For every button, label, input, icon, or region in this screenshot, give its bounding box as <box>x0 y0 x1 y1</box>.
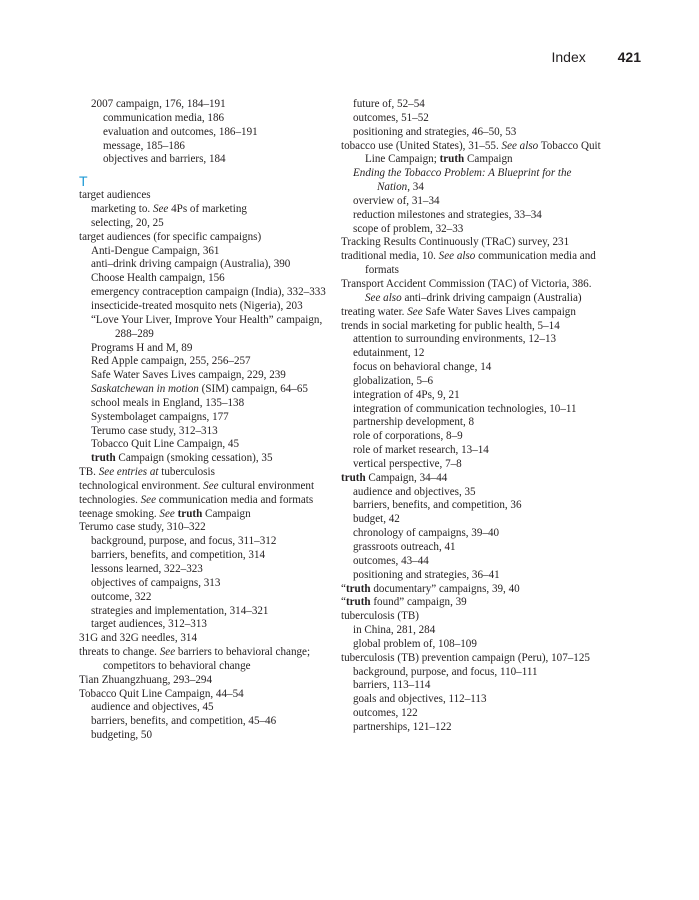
index-text: insecticide-treated mosquito nets (Nigeria), 203 <box>91 299 303 312</box>
index-text: TB. <box>79 466 99 479</box>
index-text: See entries at <box>98 466 159 479</box>
index-text: objectives of campaigns, 313 <box>91 576 221 589</box>
index-text: tuberculosis <box>158 466 215 479</box>
index-main-entry <box>341 596 601 610</box>
index-text: barriers, 113–114 <box>353 679 431 692</box>
index-text: vertical perspective, 7–8 <box>353 457 462 470</box>
index-text: Tobacco Quit Line Campaign, 44–54 <box>79 687 244 700</box>
index-subentry <box>79 153 339 167</box>
index-text: See <box>159 507 175 520</box>
index-text: See <box>407 305 423 318</box>
index-text: cultural environment <box>218 479 315 492</box>
index-text: truth <box>91 452 116 465</box>
index-text: “ <box>341 596 346 609</box>
index-subentry <box>79 452 339 466</box>
index-text: truth <box>177 507 203 520</box>
index-text: selecting, 20, 25 <box>91 216 164 229</box>
index-text: Campaign (smoking cessation), 35 <box>115 452 273 465</box>
index-subentry <box>341 541 601 555</box>
index-subentry <box>79 397 339 411</box>
index-text: reduction milestones and strategies, 33–34 <box>353 208 542 221</box>
index-text: T <box>79 173 88 190</box>
index-text: Campaign <box>464 153 513 166</box>
index-subentry <box>79 98 339 112</box>
index-text: See <box>140 493 157 506</box>
index-subentry <box>79 300 339 314</box>
index-text: treating water. <box>341 305 408 318</box>
index-main-entry <box>79 674 339 688</box>
index-text: partnerships, 121–122 <box>353 720 452 733</box>
index-text: See also <box>438 250 476 263</box>
index-main-entry <box>341 583 601 597</box>
index-subentry <box>79 438 339 452</box>
index-column-right <box>341 98 601 735</box>
index-text: See <box>152 203 169 216</box>
index-subentry <box>341 458 601 472</box>
index-text: Programs H and M, 89 <box>91 341 193 354</box>
index-subentry <box>341 430 601 444</box>
index-text: 2007 campaign, 176, 184–191 <box>91 98 226 110</box>
index-text: Tracking Results Continuously (TRaC) survey, 231 <box>341 236 570 249</box>
index-text: target audiences, 312–313 <box>91 618 207 631</box>
index-subentry <box>79 342 339 356</box>
index-text: barriers, benefits, and competition, 314 <box>91 549 266 562</box>
index-subentry <box>341 555 601 569</box>
index-text: role of market research, 13–14 <box>353 444 489 457</box>
index-text: outcome, 322 <box>91 590 152 603</box>
index-subentry <box>341 195 601 209</box>
index-subentry <box>79 286 339 300</box>
index-text: barriers to behavioral change; competitors to behavioral change <box>103 646 311 672</box>
index-text: Transport Accident Commission (TAC) of Victoria, 386. <box>341 277 592 290</box>
index-subentry <box>79 383 339 397</box>
index-text: Campaign, 34–44 <box>365 471 448 484</box>
index-text: technologies. <box>79 493 141 506</box>
index-text: future of, 52–54 <box>353 98 425 110</box>
index-text: Safe Water Saves Lives campaign <box>422 305 576 318</box>
index-main-entry <box>79 189 339 203</box>
index-text: in China, 281, 284 <box>353 624 436 637</box>
index-subentry <box>341 126 601 140</box>
index-subentry <box>341 333 601 347</box>
index-main-entry <box>341 652 601 666</box>
index-main-entry <box>79 632 339 646</box>
index-subentry <box>341 486 601 500</box>
index-text: budgeting, 50 <box>91 729 153 742</box>
index-text: See <box>159 646 176 659</box>
index-subentry <box>79 729 339 743</box>
index-text: audience and objectives, 45 <box>91 701 214 714</box>
index-main-entry <box>341 278 601 306</box>
index-subentry <box>79 549 339 563</box>
index-text: anti–drink driving campaign (Australia) <box>401 291 582 304</box>
index-subentry <box>79 425 339 439</box>
index-text: partnership development, 8 <box>353 416 475 429</box>
index-main-entry <box>341 140 601 168</box>
index-text: communication media and formats <box>365 250 596 277</box>
index-subentry <box>79 355 339 369</box>
index-text: “ <box>341 582 346 595</box>
index-subentry <box>341 638 601 652</box>
index-subentry <box>341 167 601 195</box>
index-text: background, purpose, and focus, 311–312 <box>91 535 277 548</box>
index-subentry <box>341 389 601 403</box>
index-text: chronology of campaigns, 39–40 <box>353 527 500 540</box>
index-subentry <box>79 411 339 425</box>
index-text: outcomes, 122 <box>353 707 418 720</box>
index-text: emergency contraception campaign (India), 332–333 <box>91 286 326 299</box>
index-subentry <box>79 577 339 591</box>
index-subentry <box>79 258 339 272</box>
index-text: attention to surrounding environments, 12–13 <box>353 333 557 346</box>
index-text: communication media, 186 <box>103 111 225 124</box>
index-text: threats to change. <box>79 646 160 659</box>
page-number: 421 <box>617 49 641 65</box>
index-text: Campaign <box>202 507 251 520</box>
index-subentry <box>341 693 601 707</box>
index-text: strategies and implementation, 314–321 <box>91 604 269 617</box>
index-text: Systembolaget campaigns, 177 <box>91 410 229 423</box>
index-main-entry <box>341 236 601 250</box>
index-subentry <box>341 375 601 389</box>
index-main-entry <box>341 320 601 334</box>
index-text: lessons learned, 322–323 <box>91 563 203 575</box>
index-text: barriers, benefits, and competition, 36 <box>353 499 522 512</box>
index-text: , 34 <box>407 181 424 194</box>
index-text: marketing to. <box>91 203 153 216</box>
index-text: integration of 4Ps, 9, 21 <box>353 388 460 401</box>
index-subentry <box>79 715 339 729</box>
index-subentry <box>79 140 339 154</box>
index-text: edutainment, 12 <box>353 347 425 360</box>
index-text: message, 185–186 <box>103 139 185 152</box>
index-text: tuberculosis (TB) prevention campaign (Peru), 107–125 <box>341 651 590 664</box>
index-text: communication media and formats <box>156 493 314 506</box>
index-subentry <box>79 272 339 286</box>
index-text: goals and objectives, 112–113 <box>353 693 487 706</box>
index-text: Safe Water Saves Lives campaign, 229, 239 <box>91 369 286 382</box>
index-text: outcomes, 51–52 <box>353 111 429 124</box>
index-subentry <box>341 209 601 223</box>
index-text: See also <box>365 291 402 304</box>
index-text: Tian Zhuangzhuang, 293–294 <box>79 673 213 686</box>
index-main-entry <box>79 688 339 702</box>
index-text: target audiences <box>79 189 151 202</box>
index-main-entry <box>79 480 339 494</box>
index-text: tuberculosis (TB) <box>341 610 419 623</box>
index-subentry <box>79 314 339 342</box>
index-text: outcomes, 43–44 <box>353 554 429 567</box>
index-subentry <box>79 701 339 715</box>
index-text: Anti-Dengue Campaign, 361 <box>91 244 220 257</box>
index-text: Choose Health campaign, 156 <box>91 272 225 285</box>
index-subentry <box>341 361 601 375</box>
index-subentry <box>79 563 339 577</box>
index-column-left <box>79 98 339 743</box>
index-text: positioning and strategies, 36–41 <box>353 568 500 581</box>
index-text: Ending the Tobacco Problem: A Blueprint for the Nation <box>353 167 572 194</box>
index-text: truth <box>439 153 465 166</box>
index-subentry <box>79 217 339 231</box>
index-subentry <box>341 624 601 638</box>
index-main-entry <box>341 250 601 278</box>
index-subentry <box>341 98 601 112</box>
index-text: positioning and strategies, 46–50, 53 <box>353 125 517 138</box>
index-subentry <box>341 347 601 361</box>
index-main-entry <box>79 231 339 245</box>
index-subentry <box>341 513 601 527</box>
index-subentry <box>341 721 601 735</box>
index-subentry <box>79 605 339 619</box>
index-subentry <box>341 707 601 721</box>
index-text: scope of problem, 32–33 <box>353 222 464 235</box>
index-subentry <box>79 126 339 140</box>
index-text: audience and objectives, 35 <box>353 485 476 498</box>
index-subentry <box>79 618 339 632</box>
index-text: Terumo case study, 310–322 <box>79 521 206 534</box>
index-text: “Love Your Liver, Improve Your Health” campaign, 288–289 <box>91 313 323 340</box>
index-subentry <box>79 535 339 549</box>
index-text: globalization, 5–6 <box>353 374 434 387</box>
section-title: Index <box>551 49 586 65</box>
index-text: budget, 42 <box>353 513 400 526</box>
index-subentry <box>341 416 601 430</box>
index-subentry <box>341 444 601 458</box>
index-text: Tobacco Quit Line Campaign; <box>365 139 601 166</box>
index-subentry <box>341 679 601 693</box>
index-text: role of corporations, 8–9 <box>353 430 463 443</box>
index-text: (SIM) campaign, 64–65 <box>198 383 308 396</box>
index-text: grassroots outreach, 41 <box>353 541 456 553</box>
index-text: 31G and 32G needles, 314 <box>79 632 198 645</box>
index-text: documentary” campaigns, 39, 40 <box>370 582 520 595</box>
index-subentry <box>79 591 339 605</box>
index-text: evaluation and outcomes, 186–191 <box>103 125 258 138</box>
index-text: See <box>203 479 219 492</box>
running-header <box>552 49 642 65</box>
index-subentry <box>79 203 339 217</box>
index-text: overview of, 31–34 <box>353 194 440 207</box>
index-main-entry <box>341 306 601 320</box>
index-text: truth <box>341 471 366 484</box>
index-subentry <box>79 245 339 259</box>
index-subentry <box>341 223 601 237</box>
index-main-entry <box>79 646 339 674</box>
index-text: truth <box>345 582 371 595</box>
index-text: See also <box>501 139 539 152</box>
index-text: Saskatchewan in motion <box>91 383 199 396</box>
index-text: 4Ps of marketing <box>168 203 247 216</box>
index-text: Terumo case study, 312–313 <box>91 424 218 437</box>
index-subentry <box>341 666 601 680</box>
index-text: tobacco use (United States), 31–55. <box>341 139 502 152</box>
index-subentry <box>79 369 339 383</box>
index-text: truth <box>345 596 371 609</box>
index-text: focus on behavioral change, 14 <box>353 361 492 374</box>
index-text: Red Apple campaign, 255, 256–257 <box>91 355 251 368</box>
index-subentry <box>79 112 339 126</box>
index-main-entry <box>79 508 339 522</box>
index-text: found” campaign, 39 <box>370 596 467 609</box>
index-text: global problem of, 108–109 <box>353 637 477 650</box>
index-text: Tobacco Quit Line Campaign, 45 <box>91 438 240 451</box>
index-subentry <box>341 403 601 417</box>
index-text: background, purpose, and focus, 110–111 <box>353 665 538 678</box>
index-text: trends in social marketing for public health, 5–14 <box>341 319 560 332</box>
index-text: barriers, benefits, and competition, 45–46 <box>91 715 277 728</box>
index-main-entry <box>341 472 601 486</box>
index-text: technological environment. <box>79 479 204 492</box>
index-subentry <box>341 112 601 126</box>
index-subentry <box>341 569 601 583</box>
index-subentry <box>341 527 601 541</box>
index-text: integration of communication technologies, 10–11 <box>353 402 577 415</box>
index-main-entry <box>79 521 339 535</box>
index-main-entry <box>341 610 601 624</box>
index-subentry <box>341 499 601 513</box>
index-text: anti–drink driving campaign (Australia), 390 <box>91 258 291 271</box>
index-text: target audiences (for specific campaigns) <box>79 230 262 243</box>
index-text: traditional media, 10. <box>341 250 439 263</box>
index-main-entry <box>79 494 339 508</box>
index-text: school meals in England, 135–138 <box>91 396 245 409</box>
index-text: objectives and barriers, 184 <box>103 153 226 166</box>
index-text: teenage smoking. <box>79 507 160 520</box>
index-main-entry <box>79 466 339 480</box>
index-section-letter <box>79 173 339 189</box>
